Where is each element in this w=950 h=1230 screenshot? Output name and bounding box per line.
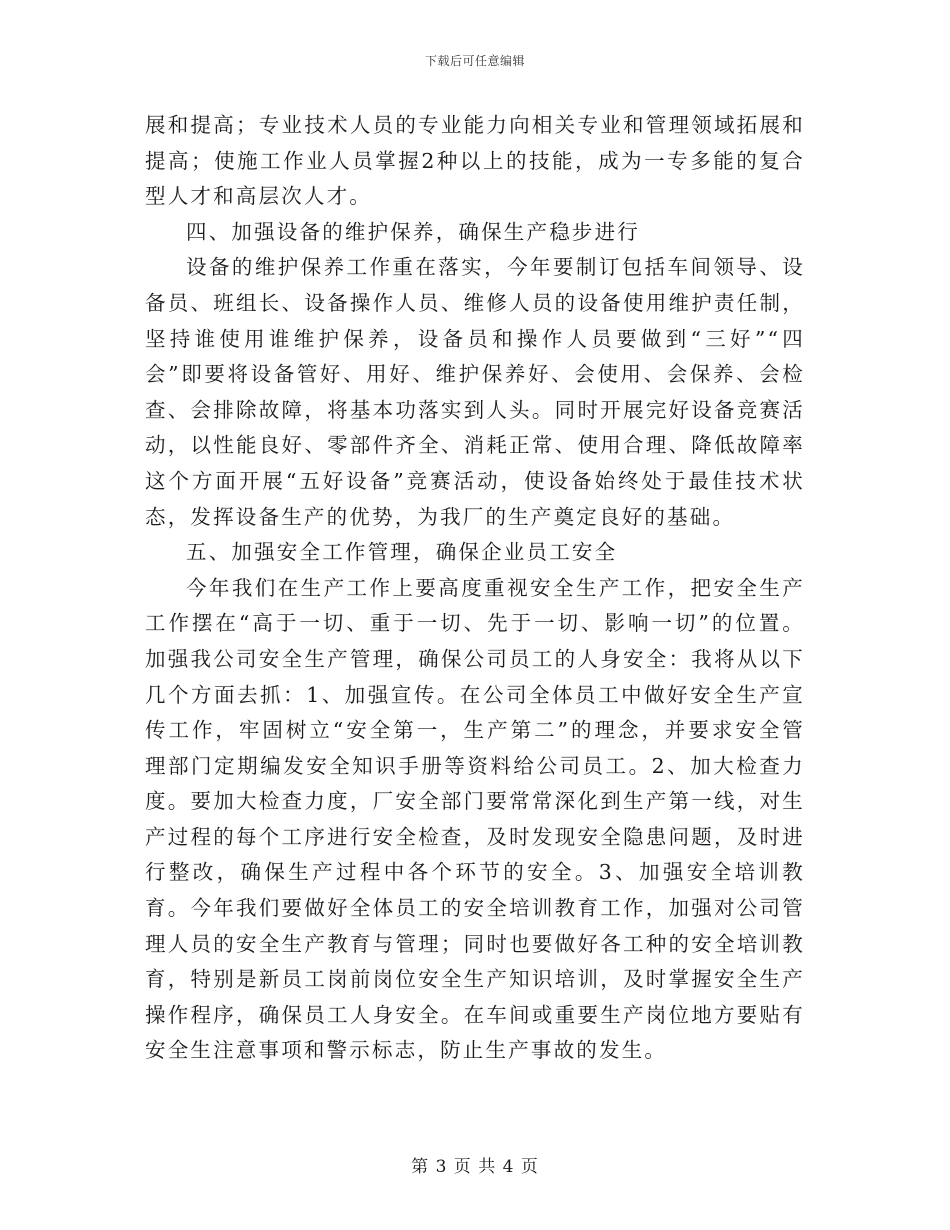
page-header: 下载后可任意编辑 <box>424 54 525 68</box>
document-body <box>145 108 805 1069</box>
page-number: 第 3 页 共 4 页 <box>411 1157 539 1177</box>
paragraph-safety-management: 今年我们在生产工作上要高度重视安全生产工作，把安全生产工作摆在“高于一切、重于一切、先于一切、影响一切”的位置。加强我公司安全生产管理，确保公司员工的人身安全：我将从以下几个方面去抓：1、加强宣传。在公司全体员工中做好安全生产宣传工作，牢固树立“安全第一，生产第二”的理念，并要求安全管理部门定期编发安全知识手册等资料给公司员工。2、加大检查力度。要加大检查力度，厂安全部门要常常深化到生产第一线，对生产过程的每个工序进行安全检查，及时发现安全隐患问题，及时进行整改，确保生产过程中各个环节的安全。3、加强安全培训教育。今年我们要做好全体员工的安全培训教育工作，加强对公司管理人员的安全生产教育与管理；同时也要做好各工种的安全培训教育，特别是新员工岗前岗位安全生产知识培训，及时掌握安全生产操作程序，确保员工人身安全。在车间或重要生产岗位地方要贴有安全生注意事项和警示标志，防止生产事故的发生。 <box>145 575 805 1063</box>
section-heading-safety-management: 五、加强安全工作管理，确保企业员工安全 <box>186 540 618 565</box>
paragraph-continuation: 展和提高；专业技术人员的专业能力向相关专业和管理领域拓展和提高；使施工作业人员掌握2种以上的技能，成为一专多能的复合型人才和高层次人才。 <box>145 113 805 209</box>
section-heading-equipment-maintenance: 四、加强设备的维护保养，确保生产稳步进行 <box>186 219 640 244</box>
page-footer <box>0 1152 950 1177</box>
paragraph-equipment-maintenance: 设备的维护保养工作重在落实，今年要制订包括车间领导、设备员、班组长、设备操作人员、维修人员的设备使用维护责任制，坚持谁使用谁维护保养，设备员和操作人员要做到“三好”“四会”即要将设备管好、用好、维护保养好、会使用、会保养、会检查、会排除故障，将基本功落实到人头。同时开展完好设备竞赛活动，以性能良好、零部件齐全、消耗正常、使用合理、降低故障率这个方面开展“五好设备”竞赛活动，使设备始终处于最佳技术状态，发挥设备生产的优势，为我厂的生产奠定良好的基础。 <box>145 255 805 529</box>
